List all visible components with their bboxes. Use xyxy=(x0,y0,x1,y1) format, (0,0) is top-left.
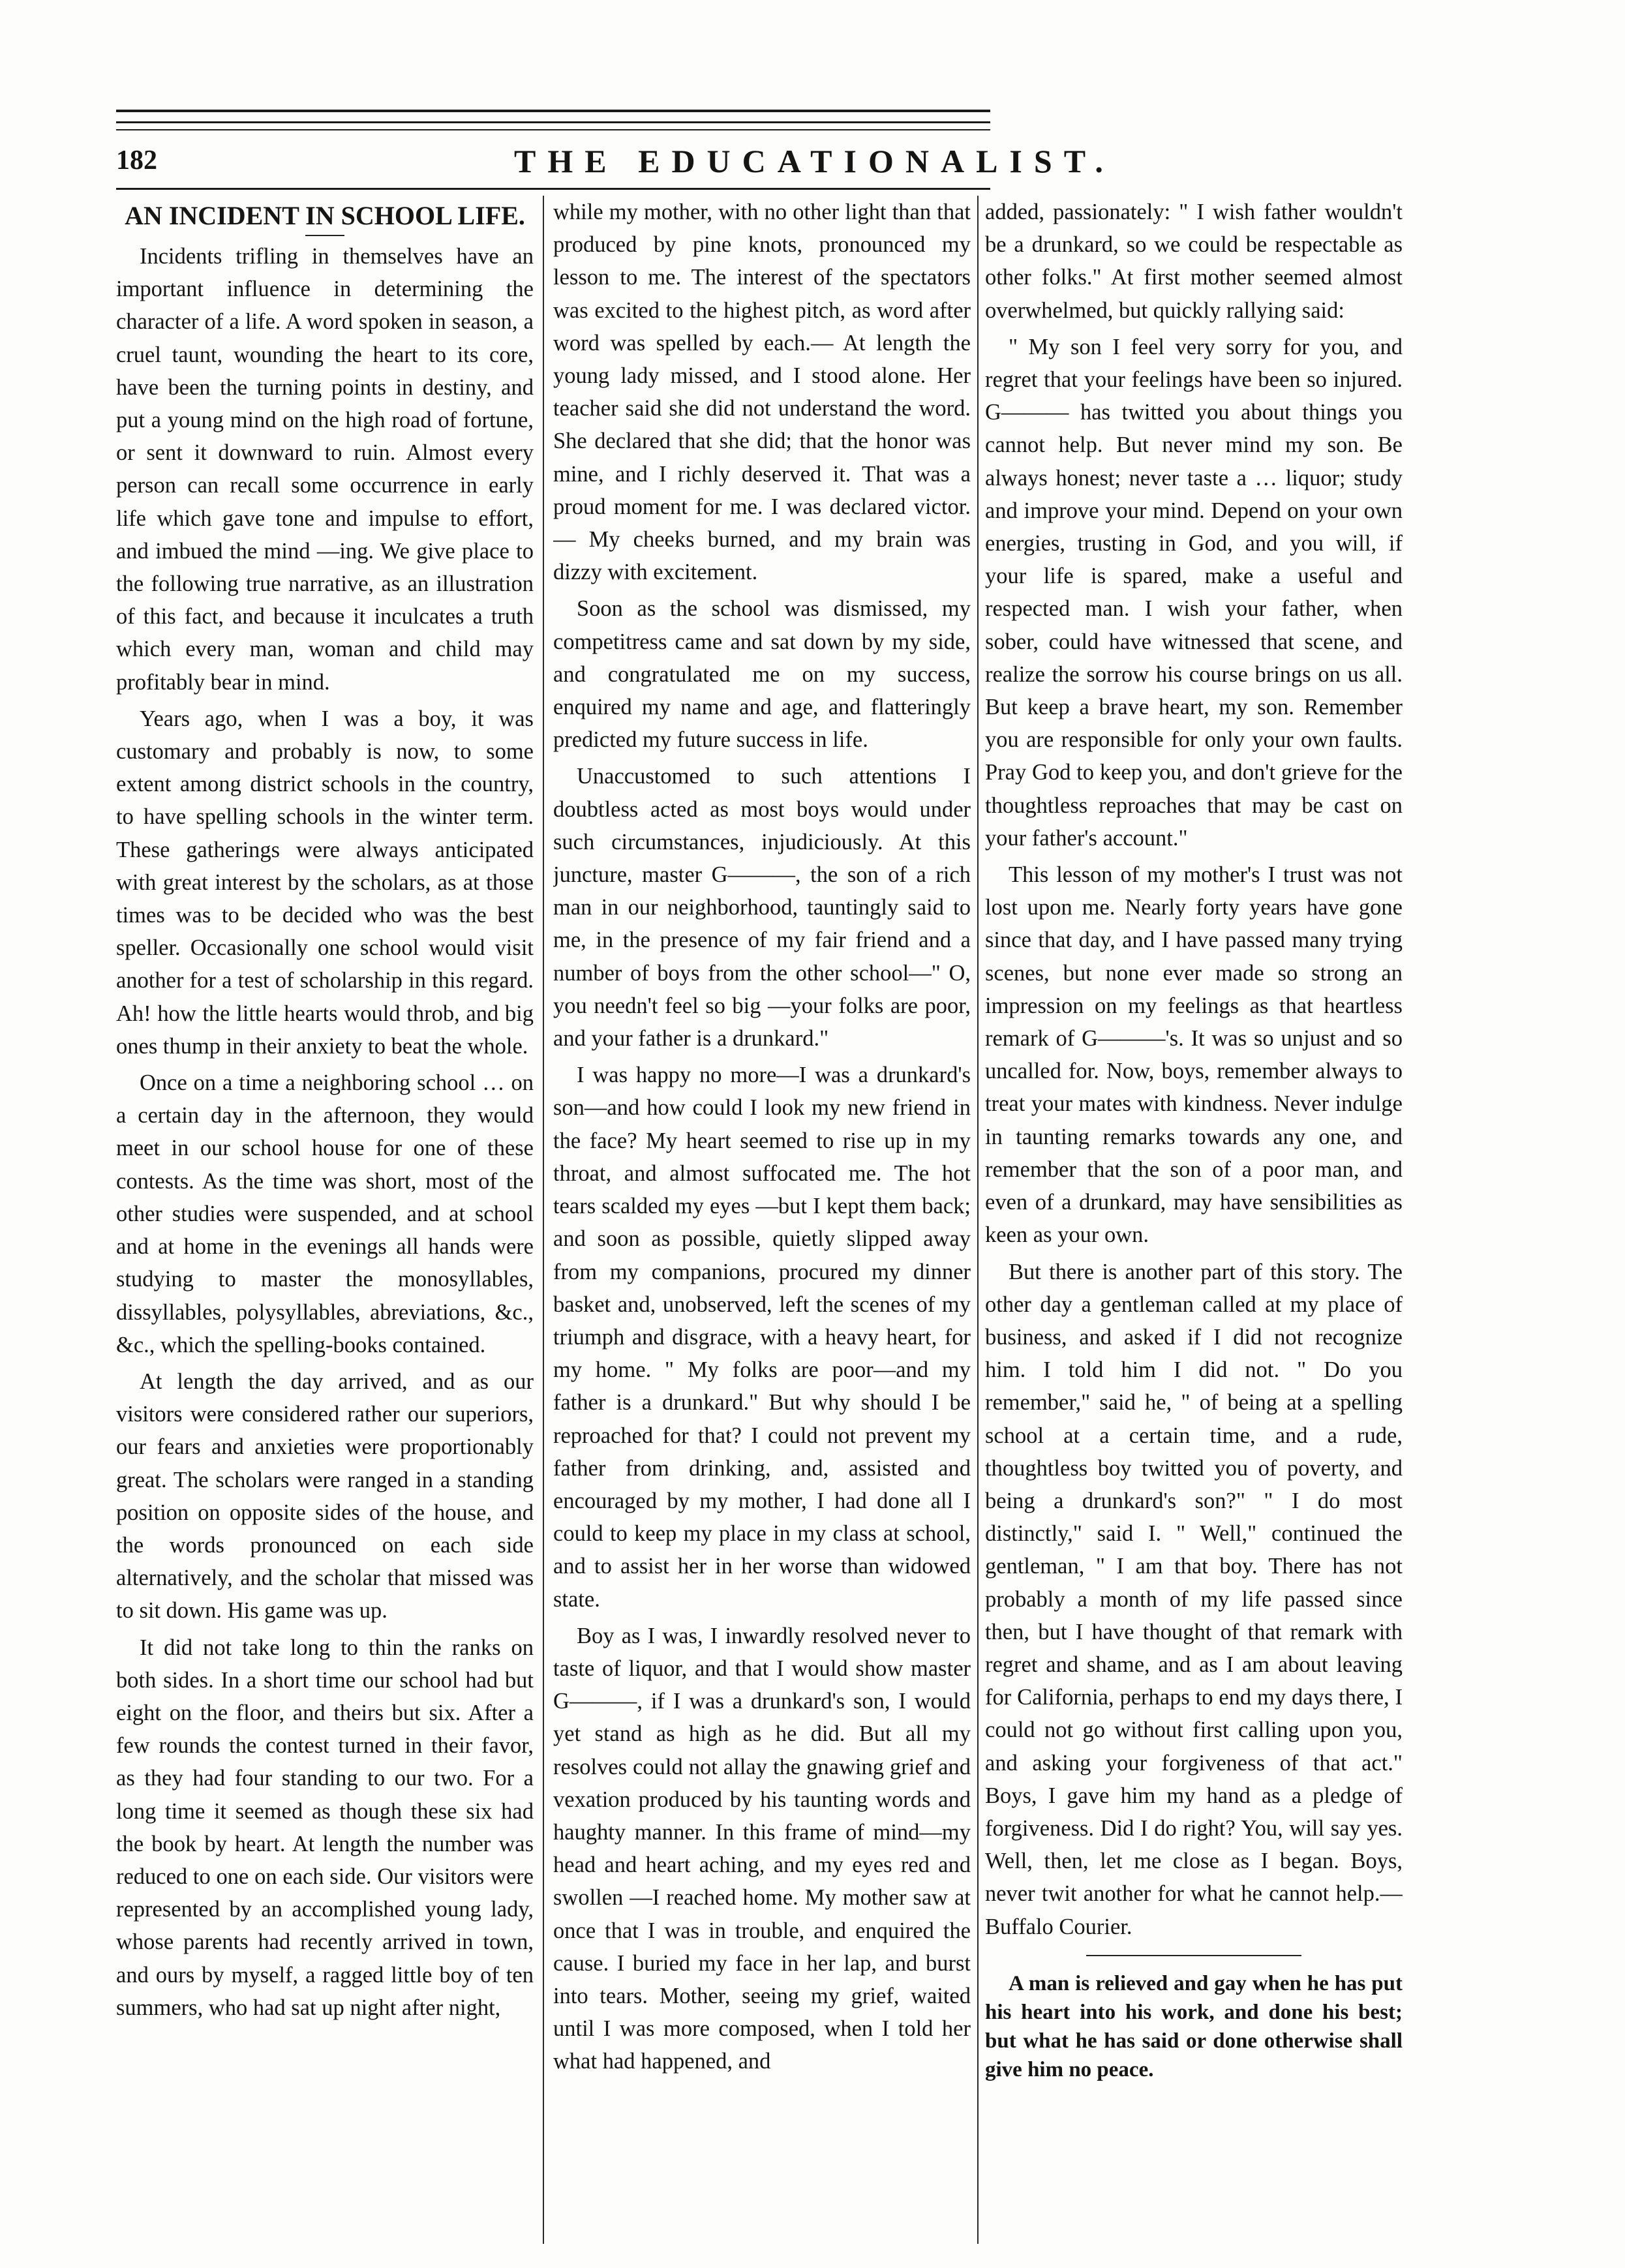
paragraph: Once on a time a neighboring school … on a certain day in the afternoon, they would meet in our school house for one of these contests. As the time was short, most of the other studies were suspended, and at school and at home in the evenings all hands were studying to master the monosyllables, dissyllables, polysyllables, abreviations, &c., &c., which the spelling-books contained. xyxy=(116,1070,534,1357)
header-rule xyxy=(116,188,990,190)
column-1 xyxy=(116,196,534,2244)
column-2 xyxy=(553,196,971,2244)
top-rule xyxy=(116,110,990,112)
title-rule xyxy=(305,235,344,236)
article-title: AN INCIDENT IN SCHOOL LIFE. xyxy=(125,201,525,230)
top-rule xyxy=(116,129,990,130)
column-3 xyxy=(985,196,1403,2244)
journal-title: THE EDUCATIONALIST. xyxy=(514,143,1115,179)
filler-note: A man is relieved and gay when he has put his heart into his work, and done his best; but what he has said or done otherwise shall give him no peace. xyxy=(985,1971,1403,2081)
column-divider xyxy=(543,196,544,2244)
paragraph: I was happy no more—I was a drunkard's son—and how could I look my new friend in the face? My heart seemed to rise up in my throat, and almost suffocated me. The hot tears scalded my eyes —but I kept them back; and soon as possible, quietly slipped away from my companions, procured my dinner basket and, unobserved, left the scenes of my triumph and disgrace, with a heavy heart, for my home. " My folks are poor—and my father is a drunkard." But why should I be reproached for that? I could not prevent my father from drinking, and, assisted and encouraged by my mother, I had done all I could to keep my place in my class at school, and to assist her in her worse than widowed state. xyxy=(553,1063,971,1612)
page-number: 182 xyxy=(116,145,157,175)
paragraph: Boy as I was, I inwardly resolved never to taste of liquor, and that I would show master G———, if I was a drunkard's son, I would yet stand as high as he did. But all my resolves could not allay the gnawing grief and vexation produced by his taunting words and haughty manner. In this frame of mind—my head and heart aching, and my eyes red and swollen —I reached home. My mother saw at once that I was in trouble, and enquired the cause. I buried my face in her lap, and burst into tears. Mother, seeing my grief, waited until I was more composed, when I told her what had happened, and xyxy=(553,1623,971,2074)
paragraph: But there is another part of this story. The other day a gentleman called at my place of business, and asked if I did not recognize him. I told him I did not. " Do you remember," said he, " of being at a spelling school at a certain time, and a rude, thoughtless boy twitted you of poverty, and being a drunkard's son?" " I do most distinctly," said I. " Well," continued the gentleman, " I am that boy. There has not probably a month of my life passed since then, but I have thought of that remark with regret and shame, and as I am about leaving for California, perhaps to end my days there, I could not go without first calling upon you, and asking your forgiveness of that act." Boys, I gave him my hand as a pledge of forgiveness. Did I do right? You, will say yes. Well, then, let me close as I began. Boys, never twit another for what he cannot help.—Buffalo Courier. xyxy=(985,1259,1403,1939)
paragraph: while my mother, with no other light than that produced by pine knots, pronounced my lesson to me. The interest of the spectators was excited to the highest pitch, as word after word was spelled by each.— At length the young lady missed, and I stood alone. Her teacher said she did not understand the word. She declared that she did; that the honor was mine, and I richly deserved it. That was a proud moment for me. I was declared victor.— My cheeks burned, and my brain was dizzy with excitement. xyxy=(553,200,971,585)
paragraph: Soon as the school was dismissed, my competitress came and sat down by my side, and congratulated me on my success, enquired my name and age, and flatteringly predicted my future success in life. xyxy=(553,596,971,753)
paragraph: Years ago, when I was a boy, it was customary and probably is now, to some extent among district schools in the country, to have spelling schools in the winter term. These gatherings were always anticipated with great interest by the scholars, as at those times was to be decided who was the best speller. Occasionally one school would visit another for a test of scholarship in this regard. Ah! how the little hearts would throb, and big ones thump in their anxiety to beat the whole. xyxy=(116,706,534,1059)
paragraph: " My son I feel very sorry for you, and regret that your feelings have been so injured. G——— has twitted you about things you cannot help. But never mind my son. Be always honest; never taste a … liquor; study and improve your mind. Depend on your own energies, trusting in God, and you will, if your life is spared, make a useful and respected man. I wish your father, when sober, could have witnessed that scene, and realize the sorrow his course brings on us all. But keep a brave heart, my son. Remember you are responsible for only your own faults. Pray God to keep you, and don't grieve for the thoughtless reproaches that may be cast on your father's account." xyxy=(985,334,1403,851)
paragraph: Incidents trifling in themselves have an important influence in determining the character of a life. A word spoken in season, a cruel taunt, wounding the heart to its core, have been the turning points in destiny, and put a young mind on the high road of fortune, or sent it downward to ruin. Almost every person can recall some occurrence in early life which gave tone and impulse to effort, and imbued the mind —ing. We give place to the following true narrative, as an illustration of this fact, and because it inculcates a truth which every man, woman and child may profitably bear in mind. xyxy=(116,244,534,695)
paragraph: added, passionately: " I wish father wouldn't be a drunkard, so we could be respectable as other folks." At first mother seemed almost overwhelmed, but quickly rallying said: xyxy=(985,200,1403,323)
paragraph: At length the day arrived, and as our visitors were considered rather our superiors, our fears and anxieties were proportionably great. The scholars were ranged in a standing position on opposite sides of the house, and the words pronounced on each side alternatively, and the scholar that missed was to sit down. His game was up. xyxy=(116,1368,534,1624)
column-divider xyxy=(977,196,979,2244)
paragraph: It did not take long to thin the ranks on both sides. In a short time our school had but eight on the floor, and theirs but six. After a few rounds the contest turned in their favor, as they had four standing to our two. For a long time it seemed as though these six had the book by heart. At length the number was reduced to one on each side. Our visitors were represented by an accomplished young lady, whose parents had recently arrived in town, and ours by myself, a ragged little boy of ten summers, who had sat up night after night, xyxy=(116,1635,534,2020)
paragraph: This lesson of my mother's I trust was not lost upon me. Nearly forty years have gone since that day, and I have passed many trying scenes, but none ever made so strong an impression on my feelings as that heartless remark of G———'s. It was so unjust and so uncalled for. Now, boys, remember always to treat your mates with kindness. Never indulge in taunting remarks towards any one, and remember that the son of a poor man, and even of a drunkard, may have sensibilities as keen as your own. xyxy=(985,862,1403,1248)
page-header xyxy=(116,142,1625,188)
top-rule xyxy=(116,121,990,123)
article-end-rule xyxy=(1086,1955,1301,1956)
paragraph: Unaccustomed to such attentions I doubtless acted as most boys would under such circumstances, injudiciously. At this juncture, master G———, the son of a rich man in our neighborhood, tauntingly said to me, in the presence of my fair friend and a number of boys from the other school—" O, you needn't feel so big —your folks are poor, and your father is a drunkard." xyxy=(553,764,971,1051)
